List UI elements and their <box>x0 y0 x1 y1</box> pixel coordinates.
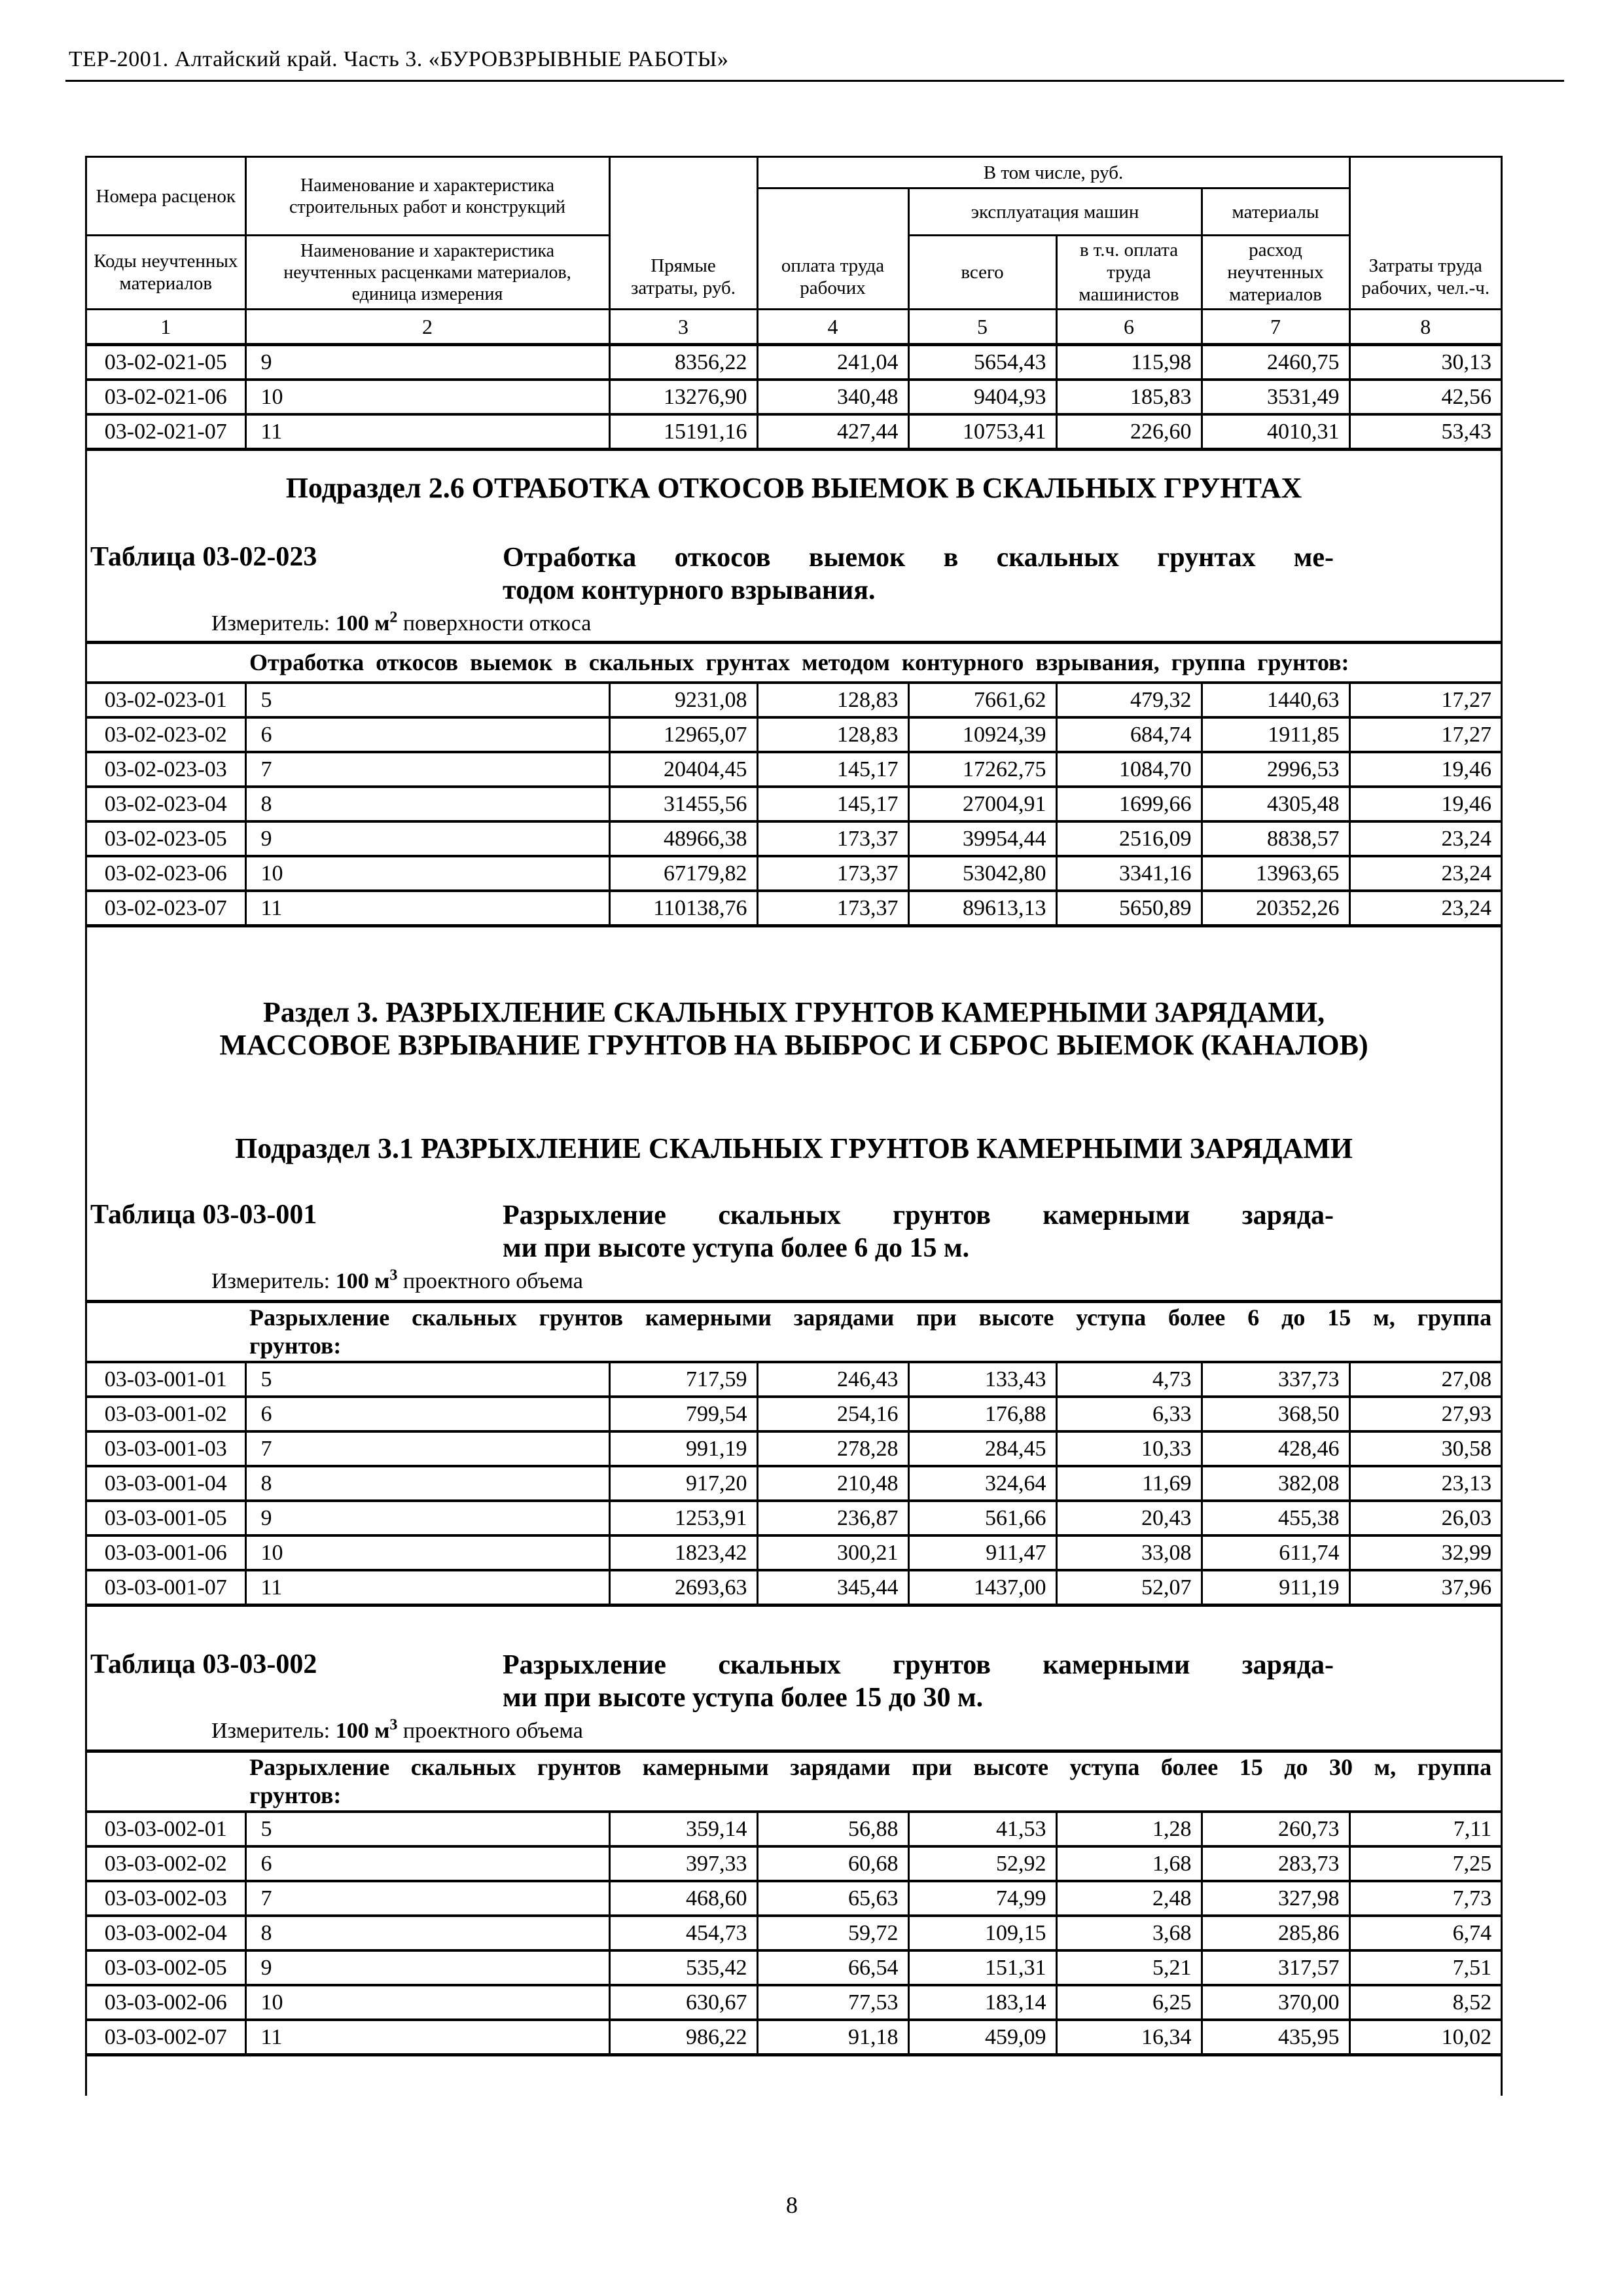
rate-code: 03-03-001-06 <box>87 1535 245 1570</box>
table-002-band-line2: грунтов: <box>249 1782 342 1808</box>
soil-group: 9 <box>245 1501 609 1535</box>
machinist-pay-value: 1,28 <box>1056 1812 1202 1846</box>
labor-hours-value: 42,56 <box>1349 380 1501 414</box>
col-header-including: В том числе, руб. <box>757 157 1349 188</box>
machines-total-value: 1437,00 <box>908 1570 1056 1605</box>
labor-pay-value: 210,48 <box>757 1466 908 1501</box>
machinist-pay-value: 2,48 <box>1056 1881 1202 1916</box>
rate-code: 03-03-001-05 <box>87 1501 245 1535</box>
table-002-band <box>87 1751 1501 1812</box>
table-001-band-line2: грунтов: <box>249 1333 342 1359</box>
section-3-heading <box>87 996 1501 1062</box>
rate-code: 03-02-023-07 <box>87 891 245 926</box>
labor-hours-value: 17,27 <box>1349 683 1501 717</box>
machinist-pay-value: 115,98 <box>1056 345 1202 380</box>
machines-total-value: 459,09 <box>908 2020 1056 2055</box>
table-row <box>87 345 1501 380</box>
machinist-pay-value: 10,33 <box>1056 1431 1202 1466</box>
direct-costs-value: 20404,45 <box>609 752 757 787</box>
rate-code: 03-02-023-01 <box>87 683 245 717</box>
table-001-title <box>503 1199 1334 1265</box>
materials-value: 337,73 <box>1202 1362 1349 1397</box>
table-row <box>87 1362 1501 1397</box>
col-header-rate-numbers: Номера расценок <box>87 157 245 236</box>
rate-code: 03-02-023-04 <box>87 787 245 821</box>
labor-hours-value: 23,24 <box>1349 891 1501 926</box>
machines-total-value: 911,47 <box>908 1535 1056 1570</box>
machinist-pay-value: 1084,70 <box>1056 752 1202 787</box>
rates-rows-002 <box>87 1751 1501 2055</box>
table-023-caption <box>87 541 1501 607</box>
table-002-band-row <box>87 1751 1501 1812</box>
meter-sup: 3 <box>389 1716 398 1734</box>
col-header-labor-costs: Затраты труда рабочих, чел.-ч. <box>1349 157 1501 310</box>
direct-costs-value: 454,73 <box>609 1916 757 1950</box>
table-001-title-line1: Разрыхление скальных грунтов камерными заряда- <box>503 1200 1334 1230</box>
machinist-pay-value: 684,74 <box>1056 717 1202 752</box>
table-002-title-line1: Разрыхление скальных грунтов камерными заряда- <box>503 1650 1334 1680</box>
materials-value: 4305,48 <box>1202 787 1349 821</box>
direct-costs-value: 917,20 <box>609 1466 757 1501</box>
soil-group: 9 <box>245 1950 609 1985</box>
materials-value: 611,74 <box>1202 1535 1349 1570</box>
machinist-pay-value: 33,08 <box>1056 1535 1202 1570</box>
rates-rows-021 <box>87 345 1501 450</box>
machines-total-value: 89613,13 <box>908 891 1056 926</box>
materials-value: 327,98 <box>1202 1881 1349 1916</box>
rates-table-001 <box>87 1300 1501 1607</box>
soil-group: 7 <box>245 1881 609 1916</box>
column-numbers-row <box>87 310 1501 345</box>
machines-total-value: 561,66 <box>908 1501 1056 1535</box>
table-row <box>87 1501 1501 1535</box>
machinist-pay-value: 11,69 <box>1056 1466 1202 1501</box>
materials-value: 368,50 <box>1202 1397 1349 1431</box>
labor-pay-value: 173,37 <box>757 821 908 856</box>
col-header-labor-pay: оплата труда рабочих <box>757 188 908 310</box>
direct-costs-value: 31455,56 <box>609 787 757 821</box>
machinist-pay-value: 185,83 <box>1056 380 1202 414</box>
col-header-machines-total: всего <box>908 236 1056 310</box>
document-header: ТЕР-2001. Алтайский край. Часть 3. «БУРОВЗРЫВНЫЕ РАБОТЫ» <box>69 47 729 71</box>
soil-group: 7 <box>245 752 609 787</box>
machines-total-value: 151,31 <box>908 1950 1056 1985</box>
soil-group: 8 <box>245 1916 609 1950</box>
machinist-pay-value: 1699,66 <box>1056 787 1202 821</box>
meter-value: 100 м <box>335 611 390 636</box>
table-001-band-row <box>87 1302 1501 1363</box>
col-header-material-codes: Коды неучтенных материалов <box>87 236 245 310</box>
soil-group: 10 <box>245 856 609 891</box>
direct-costs-value: 15191,16 <box>609 414 757 450</box>
materials-value: 13963,65 <box>1202 856 1349 891</box>
table-row <box>87 1846 1501 1881</box>
direct-costs-value: 799,54 <box>609 1397 757 1431</box>
meter-sup: 3 <box>389 1266 398 1284</box>
materials-value: 20352,26 <box>1202 891 1349 926</box>
table-023-title-line2: тодом контурного взрывания. <box>503 575 876 605</box>
table-row <box>87 1535 1501 1570</box>
labor-pay-value: 56,88 <box>757 1812 908 1846</box>
machines-total-value: 183,14 <box>908 1985 1056 2020</box>
labor-pay-value: 300,21 <box>757 1535 908 1570</box>
soil-group: 5 <box>245 1362 609 1397</box>
machinist-pay-value: 6,25 <box>1056 1985 1202 2020</box>
labor-hours-value: 7,11 <box>1349 1812 1501 1846</box>
rate-code: 03-03-002-06 <box>87 1985 245 2020</box>
table-row <box>87 821 1501 856</box>
soil-group: 9 <box>245 345 609 380</box>
labor-pay-value: 236,87 <box>757 1501 908 1535</box>
rates-table-header <box>87 157 1501 345</box>
labor-pay-value: 246,43 <box>757 1362 908 1397</box>
materials-value: 285,86 <box>1202 1916 1349 1950</box>
rate-code: 03-03-001-01 <box>87 1362 245 1397</box>
rate-code: 03-03-002-01 <box>87 1812 245 1846</box>
materials-value: 370,00 <box>1202 1985 1349 2020</box>
direct-costs-value: 1253,91 <box>609 1501 757 1535</box>
machines-total-value: 176,88 <box>908 1397 1056 1431</box>
direct-costs-value: 1823,42 <box>609 1535 757 1570</box>
machines-total-value: 133,43 <box>908 1362 1056 1397</box>
materials-value: 911,19 <box>1202 1570 1349 1605</box>
meter-unit: поверхности откоса <box>402 611 592 636</box>
machinist-pay-value: 5650,89 <box>1056 891 1202 926</box>
direct-costs-value: 630,67 <box>609 1985 757 2020</box>
table-001-caption <box>87 1199 1501 1265</box>
rate-code: 03-02-021-07 <box>87 414 245 450</box>
table-row <box>87 717 1501 752</box>
rates-rows-001 <box>87 1302 1501 1605</box>
machines-total-value: 17262,75 <box>908 752 1056 787</box>
column-number: 3 <box>609 310 757 345</box>
table-001-meter <box>211 1268 1501 1295</box>
machines-total-value: 41,53 <box>908 1812 1056 1846</box>
machines-total-value: 10924,39 <box>908 717 1056 752</box>
table-023-meter <box>211 611 1501 637</box>
meter-value: 100 м <box>335 1719 390 1743</box>
machines-total-value: 10753,41 <box>908 414 1056 450</box>
labor-hours-value: 10,02 <box>1349 2020 1501 2055</box>
rate-code: 03-03-001-07 <box>87 1570 245 1605</box>
machinist-pay-value: 16,34 <box>1056 2020 1202 2055</box>
direct-costs-value: 986,22 <box>609 2020 757 2055</box>
rates-table-continuation <box>87 156 1501 451</box>
labor-hours-value: 17,27 <box>1349 717 1501 752</box>
column-number: 4 <box>757 310 908 345</box>
table-023-band-row <box>87 643 1501 683</box>
section-3-line2: МАССОВОЕ ВЗРЫВАНИЕ ГРУНТОВ НА ВЫБРОС И СБРОС ВЫЕМОК (КАНАЛОВ) <box>219 1029 1368 1061</box>
machinist-pay-value: 4,73 <box>1056 1362 1202 1397</box>
rate-code: 03-02-023-02 <box>87 717 245 752</box>
soil-group: 10 <box>245 1535 609 1570</box>
meter-label: Измеритель: <box>211 1269 330 1293</box>
direct-costs-value: 717,59 <box>609 1362 757 1397</box>
table-002-meter <box>211 1718 1501 1744</box>
direct-costs-value: 110138,76 <box>609 891 757 926</box>
labor-hours-value: 27,93 <box>1349 1397 1501 1431</box>
direct-costs-value: 48966,38 <box>609 821 757 856</box>
labor-hours-value: 30,13 <box>1349 345 1501 380</box>
materials-value: 2996,53 <box>1202 752 1349 787</box>
soil-group: 11 <box>245 1570 609 1605</box>
labor-pay-value: 241,04 <box>757 345 908 380</box>
rate-code: 03-02-021-05 <box>87 345 245 380</box>
labor-pay-value: 145,17 <box>757 787 908 821</box>
labor-hours-value: 32,99 <box>1349 1535 1501 1570</box>
soil-group: 8 <box>245 1466 609 1501</box>
table-023-label: Таблица 03-02-023 <box>90 542 317 572</box>
labor-hours-value: 37,96 <box>1349 1570 1501 1605</box>
labor-hours-value: 19,46 <box>1349 752 1501 787</box>
rate-code: 03-03-002-05 <box>87 1950 245 1985</box>
table-023-band: Отработка откосов выемок в скальных грунтах методом контурного взрывания, группа грунтов: <box>87 643 1501 683</box>
rates-rows-023 <box>87 643 1501 926</box>
labor-pay-value: 345,44 <box>757 1570 908 1605</box>
soil-group: 9 <box>245 821 609 856</box>
table-row <box>87 1812 1501 1846</box>
materials-value: 455,38 <box>1202 1501 1349 1535</box>
meter-unit: проектного объема <box>402 1719 583 1743</box>
table-001-label: Таблица 03-03-001 <box>90 1200 317 1230</box>
labor-pay-value: 77,53 <box>757 1985 908 2020</box>
table-row <box>87 1466 1501 1501</box>
section-3-line1: Раздел 3. РАЗРЫХЛЕНИЕ СКАЛЬНЫХ ГРУНТОВ КАМЕРНЫМИ ЗАРЯДАМИ, <box>262 996 1325 1028</box>
rate-code: 03-03-002-07 <box>87 2020 245 2055</box>
labor-hours-value: 7,25 <box>1349 1846 1501 1881</box>
materials-value: 428,46 <box>1202 1431 1349 1466</box>
labor-hours-value: 7,51 <box>1349 1950 1501 1985</box>
materials-value: 4010,31 <box>1202 414 1349 450</box>
machinist-pay-value: 52,07 <box>1056 1570 1202 1605</box>
direct-costs-value: 359,14 <box>609 1812 757 1846</box>
labor-hours-value: 23,24 <box>1349 856 1501 891</box>
soil-group: 5 <box>245 1812 609 1846</box>
machines-total-value: 284,45 <box>908 1431 1056 1466</box>
machinist-pay-value: 20,43 <box>1056 1501 1202 1535</box>
subsection-3-1-heading: Подраздел 3.1 РАЗРЫХЛЕНИЕ СКАЛЬНЫХ ГРУНТОВ КАМЕРНЫМИ ЗАРЯДАМИ <box>234 1132 1353 1164</box>
machines-total-value: 5654,43 <box>908 345 1056 380</box>
rates-table-002 <box>87 1749 1501 2056</box>
direct-costs-value: 8356,22 <box>609 345 757 380</box>
table-023-title <box>503 541 1334 607</box>
soil-group: 8 <box>245 787 609 821</box>
table-row <box>87 380 1501 414</box>
subsection-2-6-heading: Подраздел 2.6 ОТРАБОТКА ОТКОСОВ ВЫЕМОК В СКАЛЬНЫХ ГРУНТАХ <box>285 472 1302 504</box>
machines-total-value: 324,64 <box>908 1466 1056 1501</box>
page-number: 8 <box>786 2192 798 2218</box>
column-number: 2 <box>245 310 609 345</box>
labor-pay-value: 254,16 <box>757 1397 908 1431</box>
labor-pay-value: 91,18 <box>757 2020 908 2055</box>
meter-label: Измеритель: <box>211 1719 330 1743</box>
col-header-work-name: Наименование и характеристика строительных работ и конструкций <box>245 157 609 236</box>
machinist-pay-value: 226,60 <box>1056 414 1202 450</box>
direct-costs-value: 67179,82 <box>609 856 757 891</box>
column-number: 1 <box>87 310 245 345</box>
labor-pay-value: 173,37 <box>757 891 908 926</box>
rate-code: 03-03-001-03 <box>87 1431 245 1466</box>
machines-total-value: 9404,93 <box>908 380 1056 414</box>
col-header-materials: материалы <box>1202 188 1349 236</box>
table-row <box>87 1570 1501 1605</box>
table-002-title-line2: ми при высоте уступа более 15 до 30 м. <box>503 1683 984 1713</box>
col-header-machinist-pay: в т.ч. оплата труда машинистов <box>1056 236 1202 310</box>
labor-hours-value: 23,24 <box>1349 821 1501 856</box>
labor-pay-value: 60,68 <box>757 1846 908 1881</box>
labor-hours-value: 26,03 <box>1349 1501 1501 1535</box>
machinist-pay-value: 3341,16 <box>1056 856 1202 891</box>
materials-value: 1911,85 <box>1202 717 1349 752</box>
soil-group: 11 <box>245 891 609 926</box>
table-row <box>87 787 1501 821</box>
machines-total-value: 53042,80 <box>908 856 1056 891</box>
machinist-pay-value: 479,32 <box>1056 683 1202 717</box>
direct-costs-value: 397,33 <box>609 1846 757 1881</box>
direct-costs-value: 991,19 <box>609 1431 757 1466</box>
table-row <box>87 1916 1501 1950</box>
labor-pay-value: 340,48 <box>757 380 908 414</box>
soil-group: 7 <box>245 1431 609 1466</box>
labor-hours-value: 8,52 <box>1349 1985 1501 2020</box>
table-002-caption <box>87 1649 1501 1714</box>
table-002-band-line1: Разрыхление скальных грунтов камерными зарядами при высоте уступа более 15 до 30 м, группа <box>249 1754 1492 1780</box>
meter-sup: 2 <box>389 609 398 626</box>
column-number: 5 <box>908 310 1056 345</box>
machinist-pay-value: 1,68 <box>1056 1846 1202 1881</box>
machinist-pay-value: 3,68 <box>1056 1916 1202 1950</box>
table-row <box>87 1431 1501 1466</box>
labor-pay-value: 145,17 <box>757 752 908 787</box>
table-002-label: Таблица 03-03-002 <box>90 1649 317 1679</box>
labor-pay-value: 173,37 <box>757 856 908 891</box>
labor-hours-value: 7,73 <box>1349 1881 1501 1916</box>
soil-group: 5 <box>245 683 609 717</box>
meter-unit: проектного объема <box>402 1269 583 1293</box>
machinist-pay-value: 5,21 <box>1056 1950 1202 1985</box>
direct-costs-value: 2693,63 <box>609 1570 757 1605</box>
direct-costs-value: 12965,07 <box>609 717 757 752</box>
rate-code: 03-03-002-02 <box>87 1846 245 1881</box>
labor-hours-value: 23,13 <box>1349 1466 1501 1501</box>
col-header-direct-costs: Прямые затраты, руб. <box>609 157 757 310</box>
rate-code: 03-03-002-04 <box>87 1916 245 1950</box>
table-row <box>87 752 1501 787</box>
header-rule <box>65 80 1564 82</box>
materials-value: 382,08 <box>1202 1466 1349 1501</box>
machines-total-value: 109,15 <box>908 1916 1056 1950</box>
table-row <box>87 856 1501 891</box>
table-002-title <box>503 1649 1334 1714</box>
soil-group: 6 <box>245 1397 609 1431</box>
table-row <box>87 683 1501 717</box>
rate-code: 03-02-023-05 <box>87 821 245 856</box>
materials-value: 283,73 <box>1202 1846 1349 1881</box>
materials-value: 317,57 <box>1202 1950 1349 1985</box>
table-row <box>87 1881 1501 1916</box>
col-header-materials-consumption: расход неучтенных материалов <box>1202 236 1349 310</box>
table-row <box>87 891 1501 926</box>
labor-pay-value: 128,83 <box>757 717 908 752</box>
materials-value: 8838,57 <box>1202 821 1349 856</box>
soil-group: 6 <box>245 717 609 752</box>
materials-value: 260,73 <box>1202 1812 1349 1846</box>
direct-costs-value: 13276,90 <box>609 380 757 414</box>
soil-group: 6 <box>245 1846 609 1881</box>
rate-code: 03-02-023-06 <box>87 856 245 891</box>
labor-pay-value: 427,44 <box>757 414 908 450</box>
machinist-pay-value: 6,33 <box>1056 1397 1202 1431</box>
materials-value: 435,95 <box>1202 2020 1349 2055</box>
table-row <box>87 1950 1501 1985</box>
meter-label: Измеритель: <box>211 611 330 636</box>
table-row <box>87 1985 1501 2020</box>
labor-pay-value: 59,72 <box>757 1916 908 1950</box>
direct-costs-value: 9231,08 <box>609 683 757 717</box>
machines-total-value: 52,92 <box>908 1846 1056 1881</box>
machines-total-value: 39954,44 <box>908 821 1056 856</box>
table-row <box>87 414 1501 450</box>
soil-group: 10 <box>245 1985 609 2020</box>
table-001-band-line1: Разрыхление скальных грунтов камерными зарядами при высоте уступа более 6 до 15 м, группа <box>249 1304 1492 1331</box>
col-header-machines: эксплуатация машин <box>908 188 1202 236</box>
machinist-pay-value: 2516,09 <box>1056 821 1202 856</box>
labor-pay-value: 278,28 <box>757 1431 908 1466</box>
content-frame <box>85 156 1503 2096</box>
soil-group: 11 <box>245 2020 609 2055</box>
labor-pay-value: 128,83 <box>757 683 908 717</box>
materials-value: 2460,75 <box>1202 345 1349 380</box>
table-row <box>87 2020 1501 2055</box>
direct-costs-value: 535,42 <box>609 1950 757 1985</box>
materials-value: 1440,63 <box>1202 683 1349 717</box>
soil-group: 11 <box>245 414 609 450</box>
soil-group: 10 <box>245 380 609 414</box>
meter-value: 100 м <box>335 1269 390 1293</box>
machines-total-value: 27004,91 <box>908 787 1056 821</box>
machines-total-value: 74,99 <box>908 1881 1056 1916</box>
machines-total-value: 7661,62 <box>908 683 1056 717</box>
labor-hours-value: 30,58 <box>1349 1431 1501 1466</box>
table-023-title-line1: Отработка откосов выемок в скальных грунтах ме- <box>503 543 1334 573</box>
column-number: 7 <box>1202 310 1349 345</box>
labor-hours-value: 27,08 <box>1349 1362 1501 1397</box>
rate-code: 03-02-023-03 <box>87 752 245 787</box>
rates-table-023 <box>87 641 1501 927</box>
table-001-title-line2: ми при высоте уступа более 6 до 15 м. <box>503 1233 970 1263</box>
direct-costs-value: 468,60 <box>609 1881 757 1916</box>
column-number: 8 <box>1349 310 1501 345</box>
table-001-band <box>87 1302 1501 1363</box>
labor-pay-value: 66,54 <box>757 1950 908 1985</box>
labor-hours-value: 6,74 <box>1349 1916 1501 1950</box>
rate-code: 03-03-001-04 <box>87 1466 245 1501</box>
table-row <box>87 1397 1501 1431</box>
rate-code: 03-02-021-06 <box>87 380 245 414</box>
labor-hours-value: 19,46 <box>1349 787 1501 821</box>
materials-value: 3531,49 <box>1202 380 1349 414</box>
labor-hours-value: 53,43 <box>1349 414 1501 450</box>
col-header-material-name: Наименование и характеристика неучтенных расценками материалов, единица измерения <box>245 236 609 310</box>
labor-pay-value: 65,63 <box>757 1881 908 1916</box>
rate-code: 03-03-001-02 <box>87 1397 245 1431</box>
column-number: 6 <box>1056 310 1202 345</box>
rate-code: 03-03-002-03 <box>87 1881 245 1916</box>
